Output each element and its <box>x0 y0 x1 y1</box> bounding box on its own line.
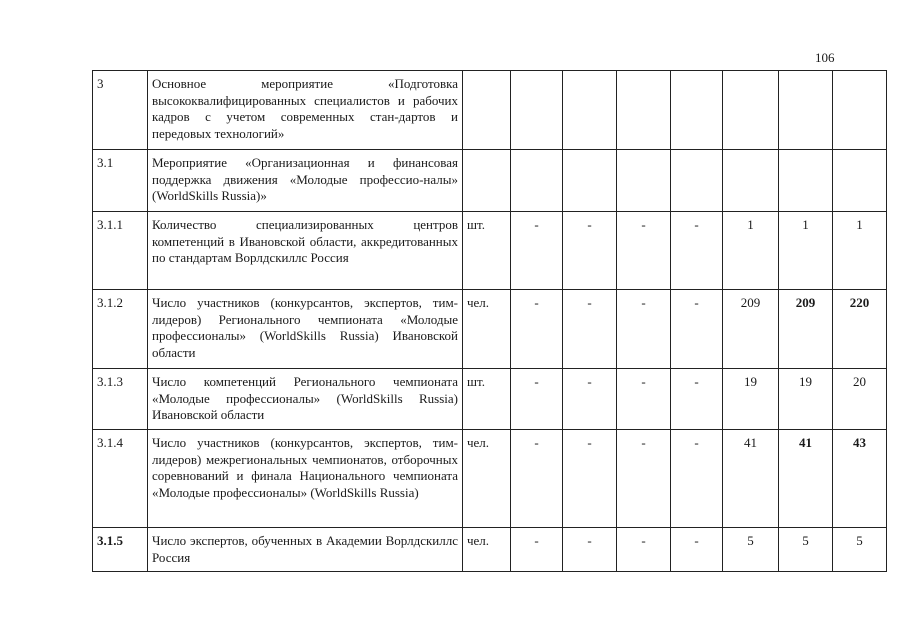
value-cell <box>563 150 617 212</box>
table-row <box>93 71 887 150</box>
value-cell: - <box>671 430 723 528</box>
row-unit: чел. <box>463 528 511 572</box>
value-cell: 19 <box>723 369 779 430</box>
table-row <box>93 528 887 572</box>
value-cell: 5 <box>779 528 833 572</box>
row-unit: шт. <box>463 212 511 290</box>
table-row <box>93 150 887 212</box>
row-description: Количество специализированных центров компетенций в Ивановской области, аккредитованных по стандартам Ворлдскиллс Россия <box>148 212 463 290</box>
value-cell <box>563 71 617 150</box>
table-row <box>93 430 887 528</box>
value-cell: - <box>617 528 671 572</box>
row-unit: чел. <box>463 290 511 369</box>
row-unit <box>463 150 511 212</box>
value-cell: - <box>563 528 617 572</box>
row-number: 3.1.4 <box>93 430 148 528</box>
value-cell: 220 <box>833 290 887 369</box>
value-cell: 1 <box>723 212 779 290</box>
row-description: Мероприятие «Организационная и финансовая поддержка движения «Молодые профессио-налы» (WorldSkills Russia)» <box>148 150 463 212</box>
table-row <box>93 290 887 369</box>
row-description: Число участников (конкурсантов, экспертов, тим-лидеров) Регионального чемпионата «Молодые профессионалы» (WorldSkills Russia) Ивановской области <box>148 290 463 369</box>
page-number: 106 <box>815 50 835 65</box>
value-cell: 209 <box>779 290 833 369</box>
value-cell <box>779 150 833 212</box>
value-cell: - <box>671 369 723 430</box>
value-cell: - <box>617 212 671 290</box>
row-unit: чел. <box>463 430 511 528</box>
value-cell <box>617 150 671 212</box>
value-cell <box>671 150 723 212</box>
value-cell: 5 <box>723 528 779 572</box>
value-cell: - <box>511 430 563 528</box>
row-description: Основное мероприятие «Подготовка высококвалифицированных специалистов и рабочих кадров с учетом современных стан-дартов и передовых технологий» <box>148 71 463 150</box>
row-number: 3.1.3 <box>93 369 148 430</box>
value-cell: 1 <box>779 212 833 290</box>
value-cell: 41 <box>723 430 779 528</box>
value-cell <box>671 71 723 150</box>
row-description: Число экспертов, обученных в Академии Ворлдскиллс Россия <box>148 528 463 572</box>
value-cell <box>511 71 563 150</box>
value-cell: 20 <box>833 369 887 430</box>
row-unit: шт. <box>463 369 511 430</box>
value-cell <box>511 150 563 212</box>
row-unit <box>463 71 511 150</box>
value-cell: 19 <box>779 369 833 430</box>
row-number: 3.1.2 <box>93 290 148 369</box>
value-cell <box>833 71 887 150</box>
value-cell: 209 <box>723 290 779 369</box>
value-cell: - <box>617 290 671 369</box>
row-number: 3.1.5 <box>93 528 148 572</box>
value-cell: - <box>563 290 617 369</box>
row-number: 3.1.1 <box>93 212 148 290</box>
row-description: Число участников (конкурсантов, экспертов, тим-лидеров) межрегиональных чемпионатов, отборочных соревнований и финала Национального чемпионата «Молодые профессионалы» (WorldSkills Russia) <box>148 430 463 528</box>
value-cell: - <box>563 430 617 528</box>
value-cell: 1 <box>833 212 887 290</box>
value-cell: 41 <box>779 430 833 528</box>
value-cell: - <box>511 528 563 572</box>
value-cell: - <box>671 212 723 290</box>
value-cell: 5 <box>833 528 887 572</box>
value-cell: - <box>563 369 617 430</box>
row-number: 3 <box>93 71 148 150</box>
value-cell: - <box>617 430 671 528</box>
table-row <box>93 369 887 430</box>
table-row <box>93 212 887 290</box>
value-cell <box>617 71 671 150</box>
value-cell: - <box>671 290 723 369</box>
value-cell: 43 <box>833 430 887 528</box>
value-cell: - <box>511 369 563 430</box>
value-cell <box>779 71 833 150</box>
value-cell: - <box>563 212 617 290</box>
value-cell: - <box>671 528 723 572</box>
value-cell <box>723 150 779 212</box>
value-cell <box>833 150 887 212</box>
indicators-table <box>92 70 887 572</box>
row-description: Число компетенций Регионального чемпионата «Молодые профессионалы» (WorldSkills Russia) Ивановской области <box>148 369 463 430</box>
value-cell: - <box>511 290 563 369</box>
value-cell: - <box>511 212 563 290</box>
value-cell: - <box>617 369 671 430</box>
value-cell <box>723 71 779 150</box>
row-number: 3.1 <box>93 150 148 212</box>
